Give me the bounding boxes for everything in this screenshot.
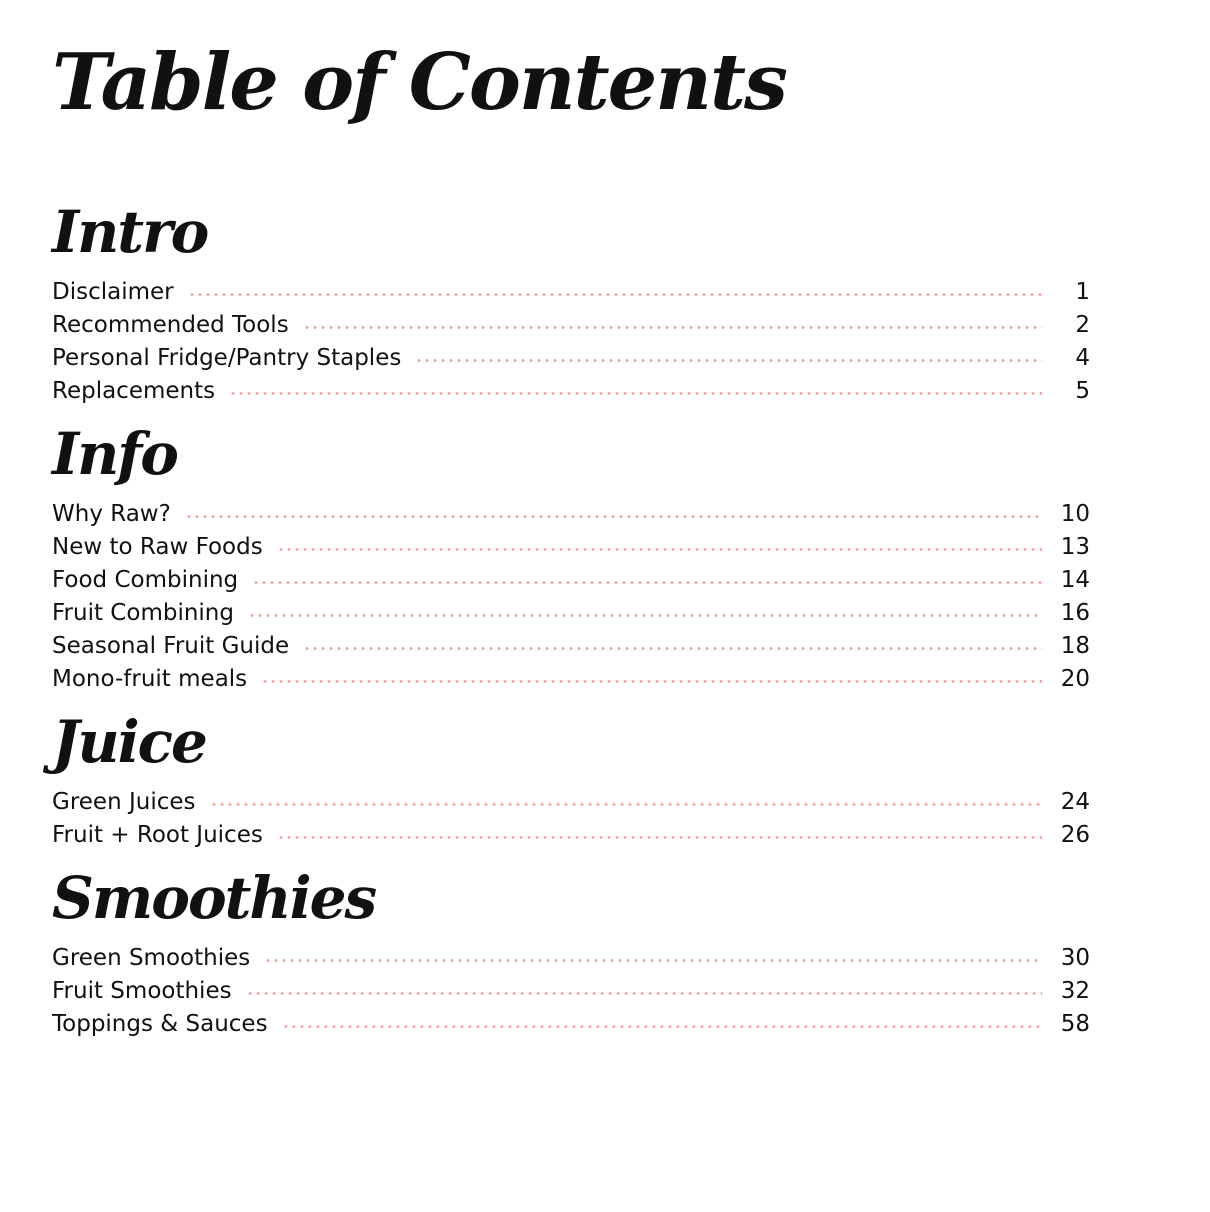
entry-label: Food Combining — [52, 567, 239, 593]
toc-entry[interactable] — [52, 975, 1090, 1008]
toc-entry[interactable] — [52, 531, 1090, 564]
entry-page-number: 10 — [1060, 501, 1090, 527]
entry-label: Fruit + Root Juices — [52, 822, 263, 848]
toc-entry[interactable] — [52, 375, 1090, 408]
entry-page-number: 24 — [1060, 789, 1090, 815]
dot-leader — [264, 959, 1042, 962]
toc-entry[interactable] — [52, 276, 1090, 309]
section-smoothies — [52, 864, 1090, 1037]
section-heading: Info — [52, 420, 177, 488]
entry-label: Fruit Combining — [52, 600, 234, 626]
dot-leader — [277, 836, 1042, 839]
entry-label: Mono-fruit meals — [52, 666, 248, 692]
page-title: Table of Contents — [52, 37, 786, 128]
section-heading: Juice — [52, 708, 206, 776]
dot-leader — [185, 515, 1042, 518]
toc-entry[interactable] — [52, 663, 1090, 696]
dot-leader — [282, 1025, 1042, 1028]
entry-label: Replacements — [52, 378, 216, 404]
entry-label: Personal Fridge/Pantry Staples — [52, 345, 402, 371]
entry-page-number: 32 — [1060, 978, 1090, 1004]
entry-page-number: 30 — [1060, 945, 1090, 971]
entry-label: Disclaimer — [52, 279, 174, 305]
section-info — [52, 420, 1090, 692]
entry-page-number: 58 — [1060, 1011, 1090, 1037]
entry-label: New to Raw Foods — [52, 534, 263, 560]
section-heading: Smoothies — [52, 864, 376, 932]
entry-label: Why Raw? — [52, 501, 171, 527]
toc-entry[interactable] — [52, 819, 1090, 852]
entry-page-number: 5 — [1075, 378, 1090, 404]
toc-entry[interactable] — [52, 597, 1090, 630]
entry-page-number: 16 — [1060, 600, 1090, 626]
section-heading: Intro — [52, 198, 208, 266]
toc-entry[interactable] — [52, 942, 1090, 975]
dot-leader — [415, 359, 1042, 362]
entry-page-number: 13 — [1060, 534, 1090, 560]
entry-label: Toppings & Sauces — [52, 1011, 268, 1037]
dot-leader — [277, 548, 1042, 551]
entry-page-number: 14 — [1060, 567, 1090, 593]
toc-entry[interactable] — [52, 342, 1090, 375]
toc-entry[interactable] — [52, 630, 1090, 663]
toc-entry[interactable] — [52, 309, 1090, 342]
dot-leader — [303, 647, 1042, 650]
toc-entry[interactable] — [52, 498, 1090, 531]
section-intro — [52, 198, 1090, 404]
entry-page-number: 20 — [1060, 666, 1090, 692]
entry-label: Green Juices — [52, 789, 196, 815]
entry-page-number: 18 — [1060, 633, 1090, 659]
entry-label: Seasonal Fruit Guide — [52, 633, 290, 659]
section-juice — [52, 708, 1090, 848]
dot-leader — [261, 680, 1042, 683]
entry-label: Green Smoothies — [52, 945, 251, 971]
entry-label: Recommended Tools — [52, 312, 289, 338]
toc-entry[interactable] — [52, 564, 1090, 597]
entry-label: Fruit Smoothies — [52, 978, 232, 1004]
toc-entry[interactable] — [52, 1008, 1090, 1041]
dot-leader — [248, 614, 1042, 617]
dot-leader — [246, 992, 1042, 995]
entry-page-number: 4 — [1075, 345, 1090, 371]
entry-page-number: 26 — [1060, 822, 1090, 848]
dot-leader — [303, 326, 1042, 329]
entry-page-number: 1 — [1075, 279, 1090, 305]
toc-entry[interactable] — [52, 786, 1090, 819]
dot-leader — [210, 803, 1043, 806]
dot-leader — [252, 581, 1042, 584]
entry-page-number: 2 — [1075, 312, 1090, 338]
dot-leader — [188, 293, 1042, 296]
dot-leader — [229, 392, 1042, 395]
